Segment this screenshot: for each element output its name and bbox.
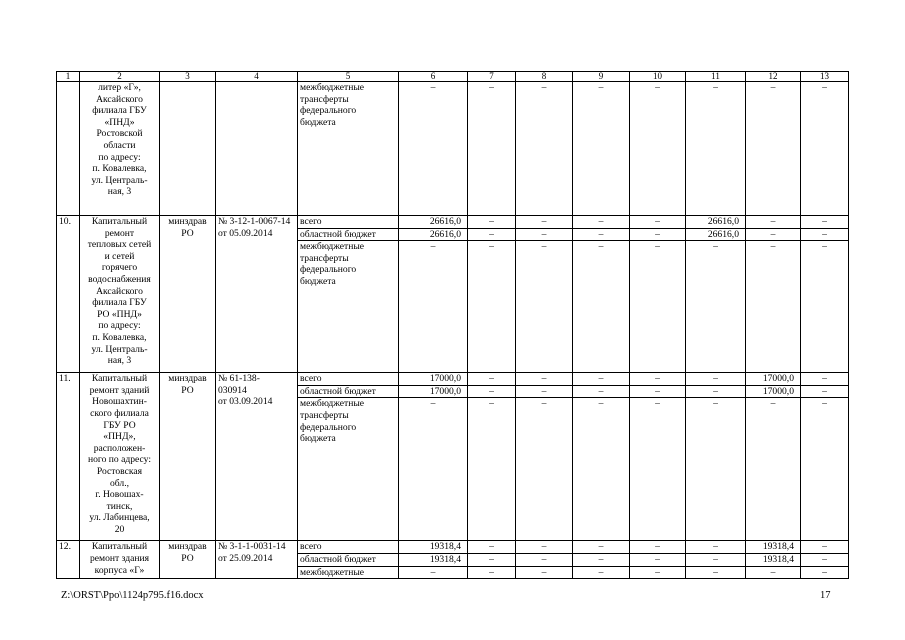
dash: – — [801, 82, 849, 216]
funding-source: областной бюджет — [298, 553, 399, 566]
col-number: 13 — [801, 72, 849, 82]
dash: – — [686, 82, 746, 216]
col-number: 8 — [516, 72, 573, 82]
funding-source: межбюджетные трансферты федерального бюджета — [298, 398, 399, 541]
funding-source: всего — [298, 541, 399, 554]
dash: – — [468, 82, 516, 216]
total-value: 19318,4 — [399, 553, 468, 566]
total-value: 26616,0 — [399, 228, 468, 241]
funding-source: всего — [298, 373, 399, 386]
dash: – — [573, 566, 630, 579]
dash: – — [516, 566, 573, 579]
dash: – — [573, 553, 630, 566]
value-col12: 19318,4 — [746, 553, 801, 566]
dash: – — [516, 541, 573, 554]
item-number: 10. — [57, 216, 80, 373]
dash: – — [516, 216, 573, 229]
budget-table — [56, 71, 849, 579]
dash: – — [468, 241, 516, 373]
col-number: 1 — [57, 72, 80, 82]
table-row — [57, 373, 849, 386]
total-value: 19318,4 — [399, 541, 468, 554]
item-number: 12. — [57, 541, 80, 579]
total-value: 17000,0 — [399, 373, 468, 386]
dash: – — [468, 566, 516, 579]
dash: – — [516, 385, 573, 398]
dash: – — [801, 398, 849, 541]
dash: – — [801, 553, 849, 566]
col-number: 2 — [80, 72, 160, 82]
dash: – — [573, 241, 630, 373]
dash: – — [630, 241, 686, 373]
funding-source: всего — [298, 216, 399, 229]
dash: – — [686, 541, 746, 554]
dash: – — [516, 82, 573, 216]
customer: минздрав РО — [160, 541, 216, 579]
dash: – — [516, 373, 573, 386]
dash: – — [686, 398, 746, 541]
dash: – — [573, 385, 630, 398]
document-ref: № 3-1-1-0031-14 от 25.09.2014 — [216, 541, 298, 579]
dash: – — [801, 385, 849, 398]
col-number: 10 — [630, 72, 686, 82]
dash: – — [686, 385, 746, 398]
object-name: литер «Г», Аксайского филиала ГБУ «ПНД» Ростовской области по адресу: п. Ковалевка, ул. Централь- ная, 3 — [80, 82, 160, 216]
funding-source: межбюджетные трансферты федерального бюджета — [298, 82, 399, 216]
dash: – — [468, 373, 516, 386]
dash: – — [516, 228, 573, 241]
item-number: 11. — [57, 373, 80, 541]
dash: – — [468, 216, 516, 229]
dash: – — [630, 541, 686, 554]
dash: – — [630, 553, 686, 566]
dash: – — [686, 553, 746, 566]
dash: – — [746, 82, 801, 216]
document-ref: № 3-12-1-0067-14 от 05.09.2014 — [216, 216, 298, 373]
dash: – — [630, 385, 686, 398]
col-number: 5 — [298, 72, 399, 82]
dash: – — [573, 541, 630, 554]
dash: – — [746, 241, 801, 373]
dash: – — [746, 228, 801, 241]
dash: – — [746, 398, 801, 541]
file-path: Z:\ORST\Ppo\1124p795.f16.docx — [61, 590, 204, 601]
value-col12: 19318,4 — [746, 541, 801, 554]
dash: – — [573, 373, 630, 386]
dash: – — [686, 241, 746, 373]
col-number: 6 — [399, 72, 468, 82]
col-number: 7 — [468, 72, 516, 82]
dash: – — [746, 216, 801, 229]
dash: – — [468, 385, 516, 398]
table-row — [57, 541, 849, 554]
dash: – — [573, 228, 630, 241]
table-row — [57, 82, 849, 216]
dash: – — [801, 241, 849, 373]
dash: – — [399, 566, 468, 579]
dash: – — [630, 566, 686, 579]
dash: – — [573, 82, 630, 216]
customer: минздрав РО — [160, 216, 216, 373]
dash: – — [573, 216, 630, 229]
value-col12: 17000,0 — [746, 385, 801, 398]
dash: – — [573, 398, 630, 541]
funding-source: межбюджетные трансферты федерального бюджета — [298, 241, 399, 373]
dash: – — [630, 398, 686, 541]
object-name: Капитальный ремонт зданий Новошахтин- ского филиала ГБУ РО «ПНД», расположен- ного по адресу: Ростовская обл., г. Новошах- тинск, ул. Лабинцева, 20 — [80, 373, 160, 541]
dash: – — [801, 228, 849, 241]
column-number-row — [57, 72, 849, 82]
dash: – — [399, 241, 468, 373]
dash: – — [516, 553, 573, 566]
funding-source: областной бюджет — [298, 228, 399, 241]
total-value: 26616,0 — [399, 216, 468, 229]
document-ref: № 61-138- 030914 от 03.09.2014 — [216, 373, 298, 541]
object-name: Капитальный ремонт здания корпуса «Г» — [80, 541, 160, 579]
col-number: 3 — [160, 72, 216, 82]
dash: – — [468, 553, 516, 566]
dash: – — [399, 82, 468, 216]
dash: – — [630, 373, 686, 386]
dash: – — [630, 228, 686, 241]
page-number: 17 — [820, 590, 831, 601]
dash: – — [468, 541, 516, 554]
table-row — [57, 216, 849, 229]
col-number: 4 — [216, 72, 298, 82]
col-number: 9 — [573, 72, 630, 82]
dash: – — [801, 373, 849, 386]
dash: – — [686, 373, 746, 386]
dash: – — [516, 241, 573, 373]
dash: – — [516, 398, 573, 541]
value-col11: 26616,0 — [686, 216, 746, 229]
dash: – — [746, 566, 801, 579]
funding-source: областной бюджет — [298, 385, 399, 398]
dash: – — [801, 566, 849, 579]
object-name: Капитальный ремонт тепловых сетей и сетей горячего водоснабжения Аксайского филиала ГБУ РО «ПНД» по адресу: п. Ковалевка, ул. Централь- ная, 3 — [80, 216, 160, 373]
dash: – — [801, 216, 849, 229]
dash: – — [468, 398, 516, 541]
dash: – — [399, 398, 468, 541]
col-number: 12 — [746, 72, 801, 82]
dash: – — [630, 82, 686, 216]
dash: – — [801, 541, 849, 554]
dash: – — [686, 566, 746, 579]
value-col12: 17000,0 — [746, 373, 801, 386]
total-value: 17000,0 — [399, 385, 468, 398]
funding-source: межбюджетные — [298, 566, 399, 579]
col-number: 11 — [686, 72, 746, 82]
customer: минздрав РО — [160, 373, 216, 541]
value-col11: 26616,0 — [686, 228, 746, 241]
dash: – — [468, 228, 516, 241]
dash: – — [630, 216, 686, 229]
